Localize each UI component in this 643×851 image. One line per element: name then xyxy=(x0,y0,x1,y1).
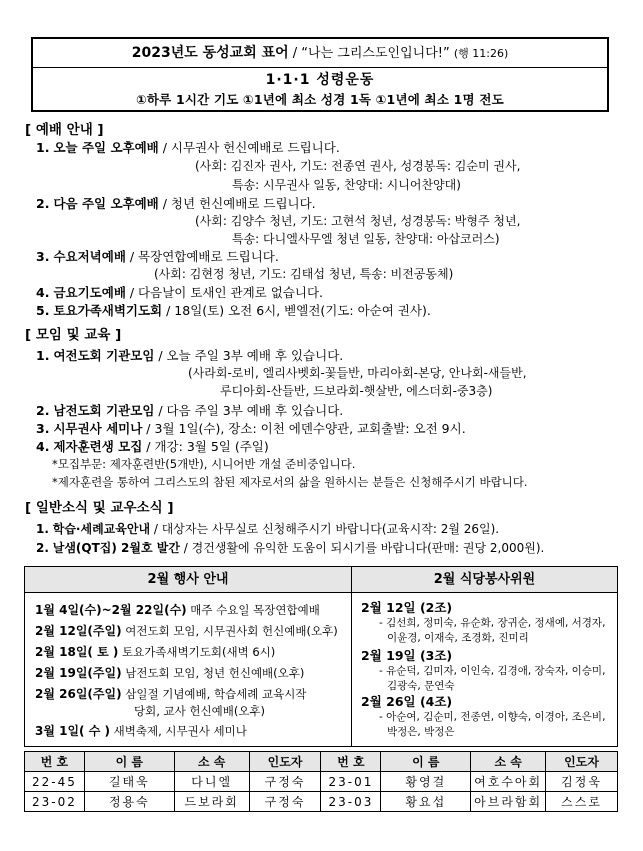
column-header: 번 호 xyxy=(321,752,381,772)
volunteer-group: 2월 26일 (4조) - 아순여, 김순미, 전종연, 이향숙, 이경아, 조은비, 박정은, 박정은 xyxy=(361,694,606,738)
box-divider xyxy=(351,567,352,746)
meetings-item-4: 4. 제자훈련생 모집 / 개강: 3월 5일 (주일) xyxy=(36,439,269,454)
table-cell: 김정욱 xyxy=(546,772,618,792)
meetings-item-4-note-2: *제자훈련을 통하여 그리스도의 참된 제자로서의 삶을 원하시는 분들은 신청해주시기 바랍니다. xyxy=(52,475,528,489)
column-header: 이 름 xyxy=(84,752,174,772)
event-row: 2월 12일(주일) 여전도회 모임, 시무권사회 헌신예배(오후) xyxy=(35,624,338,638)
column-header: 소 속 xyxy=(471,752,546,772)
event-row: 2월 19일(주일) 남전도회 모임, 청년 헌신예배(오후) xyxy=(35,666,305,680)
news-heading: [ 일반소식 및 교우소식 ] xyxy=(25,500,174,516)
meetings-item-1-detail-1: (사라회-로비, 엘리사벳회-꽃들반, 마리아회-본당, 안나회-새들반, xyxy=(188,366,527,380)
registration-table xyxy=(24,751,618,812)
verse-ref: (행 11:26) xyxy=(453,47,509,60)
table-row xyxy=(25,792,618,812)
worship-item-2-detail-1: (사회: 김양수 청년, 기도: 고현석 청년, 성경봉독: 박형주 청년, xyxy=(195,214,521,228)
column-header: 번 호 xyxy=(25,752,85,772)
meetings-heading: [ 모임 및 교육 ] xyxy=(25,327,122,343)
table-cell: 23-03 xyxy=(321,792,381,812)
movement-goals: ①하루 1시간 기도 ①1년에 최소 성경 1독 ①1년에 최소 1명 전도 xyxy=(136,92,504,107)
meetings-item-2: 2. 남전도회 기관모임 / 다음 주일 3부 예배 후 있습니다. xyxy=(36,403,344,418)
event-row: 1월 4일(수)~2월 22일(수) 매주 수요일 목장연합예배 xyxy=(35,603,320,617)
table-row xyxy=(25,772,618,792)
worship-item-1: 1. 오늘 주일 오후예배 / 시무권사 헌신예배로 드립니다. xyxy=(36,140,340,155)
table-cell: 길태욱 xyxy=(84,772,174,792)
event-row-continued: 당회, 교사 헌신예배(오후) xyxy=(134,704,266,718)
year-title: 2023년도 동성교회 표어 xyxy=(131,45,289,61)
events-heading: 2월 행사 안내 xyxy=(25,567,351,593)
worship-item-1-detail-1: (사회: 김진자 권사, 기도: 전종연 권사, 성경봉독: 김순미 권사, xyxy=(195,159,521,173)
table-cell: 정용숙 xyxy=(84,792,174,812)
table-cell: 아브라함회 xyxy=(471,792,546,812)
event-row: 2월 18일( 토 ) 토요가족새벽기도회(새벽 6시) xyxy=(35,645,276,659)
volunteer-group: 2월 19일 (3조) - 유순덕, 김미자, 이인숙, 김경애, 장숙자, 이승미, 김광숙, 문연숙 xyxy=(361,648,606,692)
worship-item-3: 3. 수요저녁예배 / 목장연합예배로 드립니다. xyxy=(36,249,279,264)
slogan-box xyxy=(31,37,609,112)
table-cell: 22-45 xyxy=(25,772,85,792)
worship-heading: [ 예배 안내 ] xyxy=(25,122,104,138)
events-box xyxy=(24,566,618,747)
news-item-1: 1. 학습·세례교육안내 / 대상자는 사무실로 신청해주시기 바랍니다(교육시작: 2월 26일). xyxy=(36,522,500,536)
worship-item-1-detail-2: 특송: 시무권사 일동, 찬양대: 시니어찬양대) xyxy=(232,178,461,192)
meetings-item-3: 3. 시무권사 세미나 / 3월 1일(수), 장소: 이천 에덴수양관, 교회출발: 오전 9시. xyxy=(36,421,466,436)
slogan: / “나는 그리스도인입니다!” xyxy=(292,46,450,61)
table-header-row xyxy=(25,752,618,772)
meetings-item-4-note-1: *모집부문: 제자훈련반(5개반), 시니어반 개설 준비중입니다. xyxy=(52,457,356,471)
worship-item-5: 5. 토요가족새벽기도회 / 18일(토) 오전 6시, 벧엘전(기도: 아순여 권사). xyxy=(36,303,431,318)
worship-item-4: 4. 금요기도예배 / 다음날이 토새인 관계로 없습니다. xyxy=(36,285,323,300)
worship-item-2-detail-2: 특송: 다니엘사무엘 청년 일동, 찬양대: 아삽코러스) xyxy=(232,232,500,246)
column-header: 인도자 xyxy=(546,752,618,772)
column-header: 소 속 xyxy=(174,752,249,772)
meetings-item-1: 1. 여전도회 기관모임 / 오늘 주일 3부 예배 후 있습니다. xyxy=(36,348,344,363)
table-cell: 구정숙 xyxy=(249,792,321,812)
volunteers-heading: 2월 식당봉사위원 xyxy=(352,567,617,593)
worship-item-2: 2. 다음 주일 오후예배 / 청년 헌신예배로 드립니다. xyxy=(36,196,316,211)
meetings-item-1-detail-2: 루디아회-산들반, 드보라회-햇살반, 에스더회-중3층) xyxy=(220,384,493,398)
table-cell: 다니엘 xyxy=(174,772,249,792)
news-item-2: 2. 날샘(QT집) 2월호 발간 / 경건생활에 유익한 도움이 되시기를 바랍니다(판매: 권당 2,000원). xyxy=(36,541,545,555)
table-cell: 23-01 xyxy=(321,772,381,792)
column-header: 이 름 xyxy=(381,752,471,772)
worship-item-3-detail: (사회: 김현정 청년, 기도: 김태섭 청년, 특송: 비전공동체) xyxy=(154,267,454,281)
movement-title: 1·1·1 성령운동 xyxy=(265,72,375,88)
table-cell: 황요섭 xyxy=(381,792,471,812)
table-cell: 구정숙 xyxy=(249,772,321,792)
table-cell: 스스로 xyxy=(546,792,618,812)
event-row: 2월 26일(주일) 삼일절 기념예배, 학습세례 교육시작 xyxy=(35,687,307,701)
table-cell: 여호수아회 xyxy=(471,772,546,792)
column-header: 인도자 xyxy=(249,752,321,772)
table-cell: 황영걸 xyxy=(381,772,471,792)
volunteer-group: 2월 12일 (2조) - 김선희, 정미숙, 유순화, 장귀순, 정새예, 서경자, 이윤경, 이재숙, 조경화, 진미리 xyxy=(361,600,606,644)
event-row: 3월 1일( 수 ) 새벽축제, 시무권사 세미나 xyxy=(35,724,247,738)
table-cell: 드보라회 xyxy=(174,792,249,812)
slogan-row xyxy=(33,39,607,68)
table-cell: 23-02 xyxy=(25,792,85,812)
